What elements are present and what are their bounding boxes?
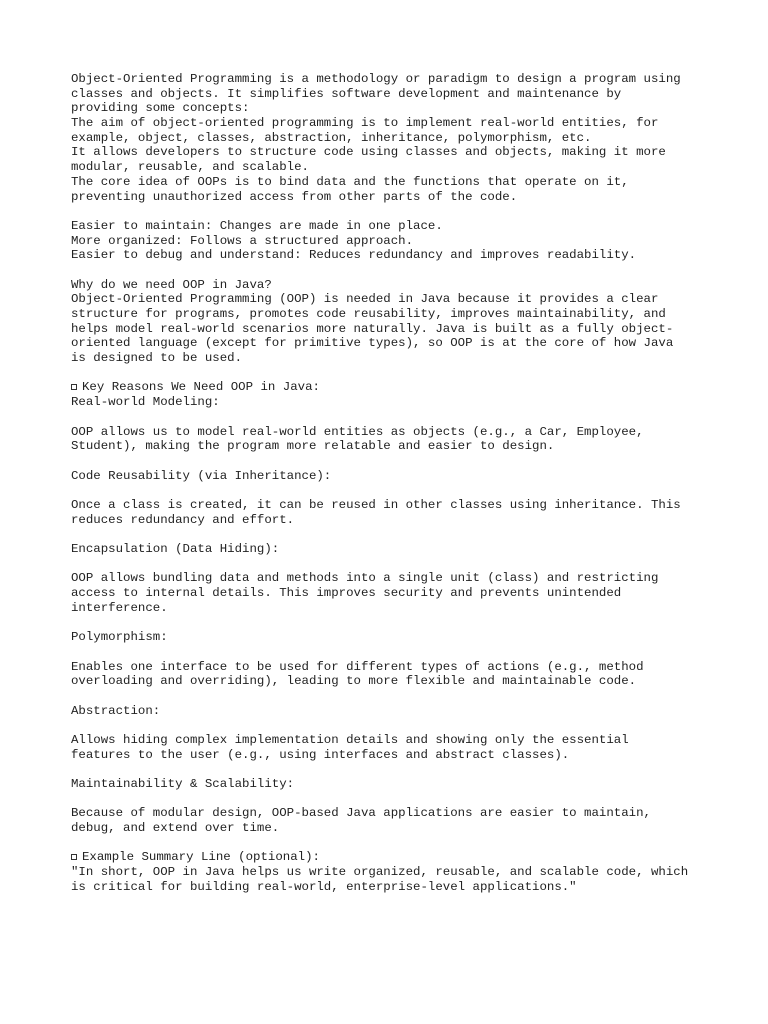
text-line: OOP allows us to model real-world entities as objects (e.g., a Car, Employee, <box>71 424 644 439</box>
text-line: Because of modular design, OOP-based Java applications are easier to maintain, <box>71 806 651 821</box>
blank-line <box>71 527 711 542</box>
blank-line <box>71 792 711 807</box>
text-line: It allows developers to structure code using classes and objects, making it more <box>71 145 666 160</box>
blank-line <box>71 454 711 469</box>
text-line: modular, reusable, and scalable. <box>71 160 309 175</box>
summary-heading <box>71 850 711 865</box>
box-bullet-icon <box>71 854 77 860</box>
text-line: features to the user (e.g., using interfaces and abstract classes). <box>71 747 570 762</box>
text-line: classes and objects. It simplifies software development and maintenance by <box>71 86 622 101</box>
blank-line <box>71 483 711 498</box>
text-line: OOP allows bundling data and methods into a single unit (class) and restricting <box>71 571 659 586</box>
benefits-list <box>71 219 711 263</box>
reason-title: Abstraction: <box>71 703 161 718</box>
text-line: reduces redundancy and effort. <box>71 512 295 527</box>
key-reasons-heading-text: Key Reasons We Need OOP in Java: <box>82 380 320 395</box>
text-line: Object-Oriented Programming (OOP) is needed in Java because it provides a clear <box>71 292 659 307</box>
text-line: providing some concepts: <box>71 101 250 116</box>
text-line: Student), making the program more relatable and easier to design. <box>71 439 555 454</box>
why-question: Why do we need OOP in Java? <box>71 277 272 292</box>
box-bullet-icon <box>71 384 77 390</box>
intro-paragraph <box>71 72 711 204</box>
blank-line <box>71 836 711 851</box>
reason-title: Polymorphism: <box>71 630 168 645</box>
benefit-item: Easier to maintain: Changes are made in one place. <box>71 218 443 233</box>
blank-line <box>71 689 711 704</box>
summary-heading-text: Example Summary Line (optional): <box>82 850 320 865</box>
blank-line <box>71 410 711 425</box>
blank-line <box>71 645 711 660</box>
key-reasons-heading <box>71 380 711 395</box>
benefit-item: More organized: Follows a structured approach. <box>71 233 414 248</box>
reason-title: Real-world Modeling: <box>71 395 220 410</box>
reason-title: Encapsulation (Data Hiding): <box>71 542 280 556</box>
text-line: overloading and overriding), leading to more flexible and maintainable code. <box>71 674 637 689</box>
key-reasons-section <box>71 380 711 835</box>
text-line: The aim of object-oriented programming is to implement real-world entities, for <box>71 116 659 131</box>
document-page <box>71 72 711 895</box>
why-section <box>71 278 711 366</box>
reason-title: Code Reusability (via Inheritance): <box>71 468 332 483</box>
blank-line <box>71 366 711 381</box>
text-line: Allows hiding complex implementation details and showing only the essential <box>71 732 629 747</box>
blank-line <box>71 263 711 278</box>
text-line: Enables one interface to be used for different types of actions (e.g., method <box>71 659 644 674</box>
text-line: interference. <box>71 600 168 615</box>
text-line: preventing unauthorized access from other parts of the code. <box>71 189 518 204</box>
summary-quote-line: is critical for building real-world, enterprise-level applications." <box>71 879 577 894</box>
text-line: The core idea of OOPs is to bind data and the functions that operate on it, <box>71 174 629 189</box>
text-line: oriented language (except for primitive types), so OOP is at the core of how Java <box>71 336 674 351</box>
text-line: access to internal details. This improves security and prevents unintended <box>71 586 622 601</box>
text-line: Object-Oriented Programming is a methodology or paradigm to design a program using <box>71 72 681 86</box>
benefit-item: Easier to debug and understand: Reduces redundancy and improves readability. <box>71 248 637 263</box>
summary-section <box>71 850 711 894</box>
text-line: structure for programs, promotes code reusability, improves maintainability, and <box>71 307 666 321</box>
text-line: Once a class is created, it can be reused in other classes using inheritance. This <box>71 497 681 512</box>
text-line: debug, and extend over time. <box>71 821 280 836</box>
text-line: example, object, classes, abstraction, inheritance, polymorphism, etc. <box>71 130 592 145</box>
summary-quote-line: "In short, OOP in Java helps us write organized, reusable, and scalable code, which <box>71 865 689 880</box>
text-line: is designed to be used. <box>71 351 243 366</box>
text-line: helps model real-world scenarios more naturally. Java is built as a fully object- <box>71 321 674 336</box>
blank-line <box>71 557 711 572</box>
blank-line <box>71 762 711 777</box>
blank-line <box>71 615 711 630</box>
blank-line <box>71 718 711 733</box>
blank-line <box>71 204 711 219</box>
reason-title: Maintainability & Scalability: <box>71 777 295 791</box>
